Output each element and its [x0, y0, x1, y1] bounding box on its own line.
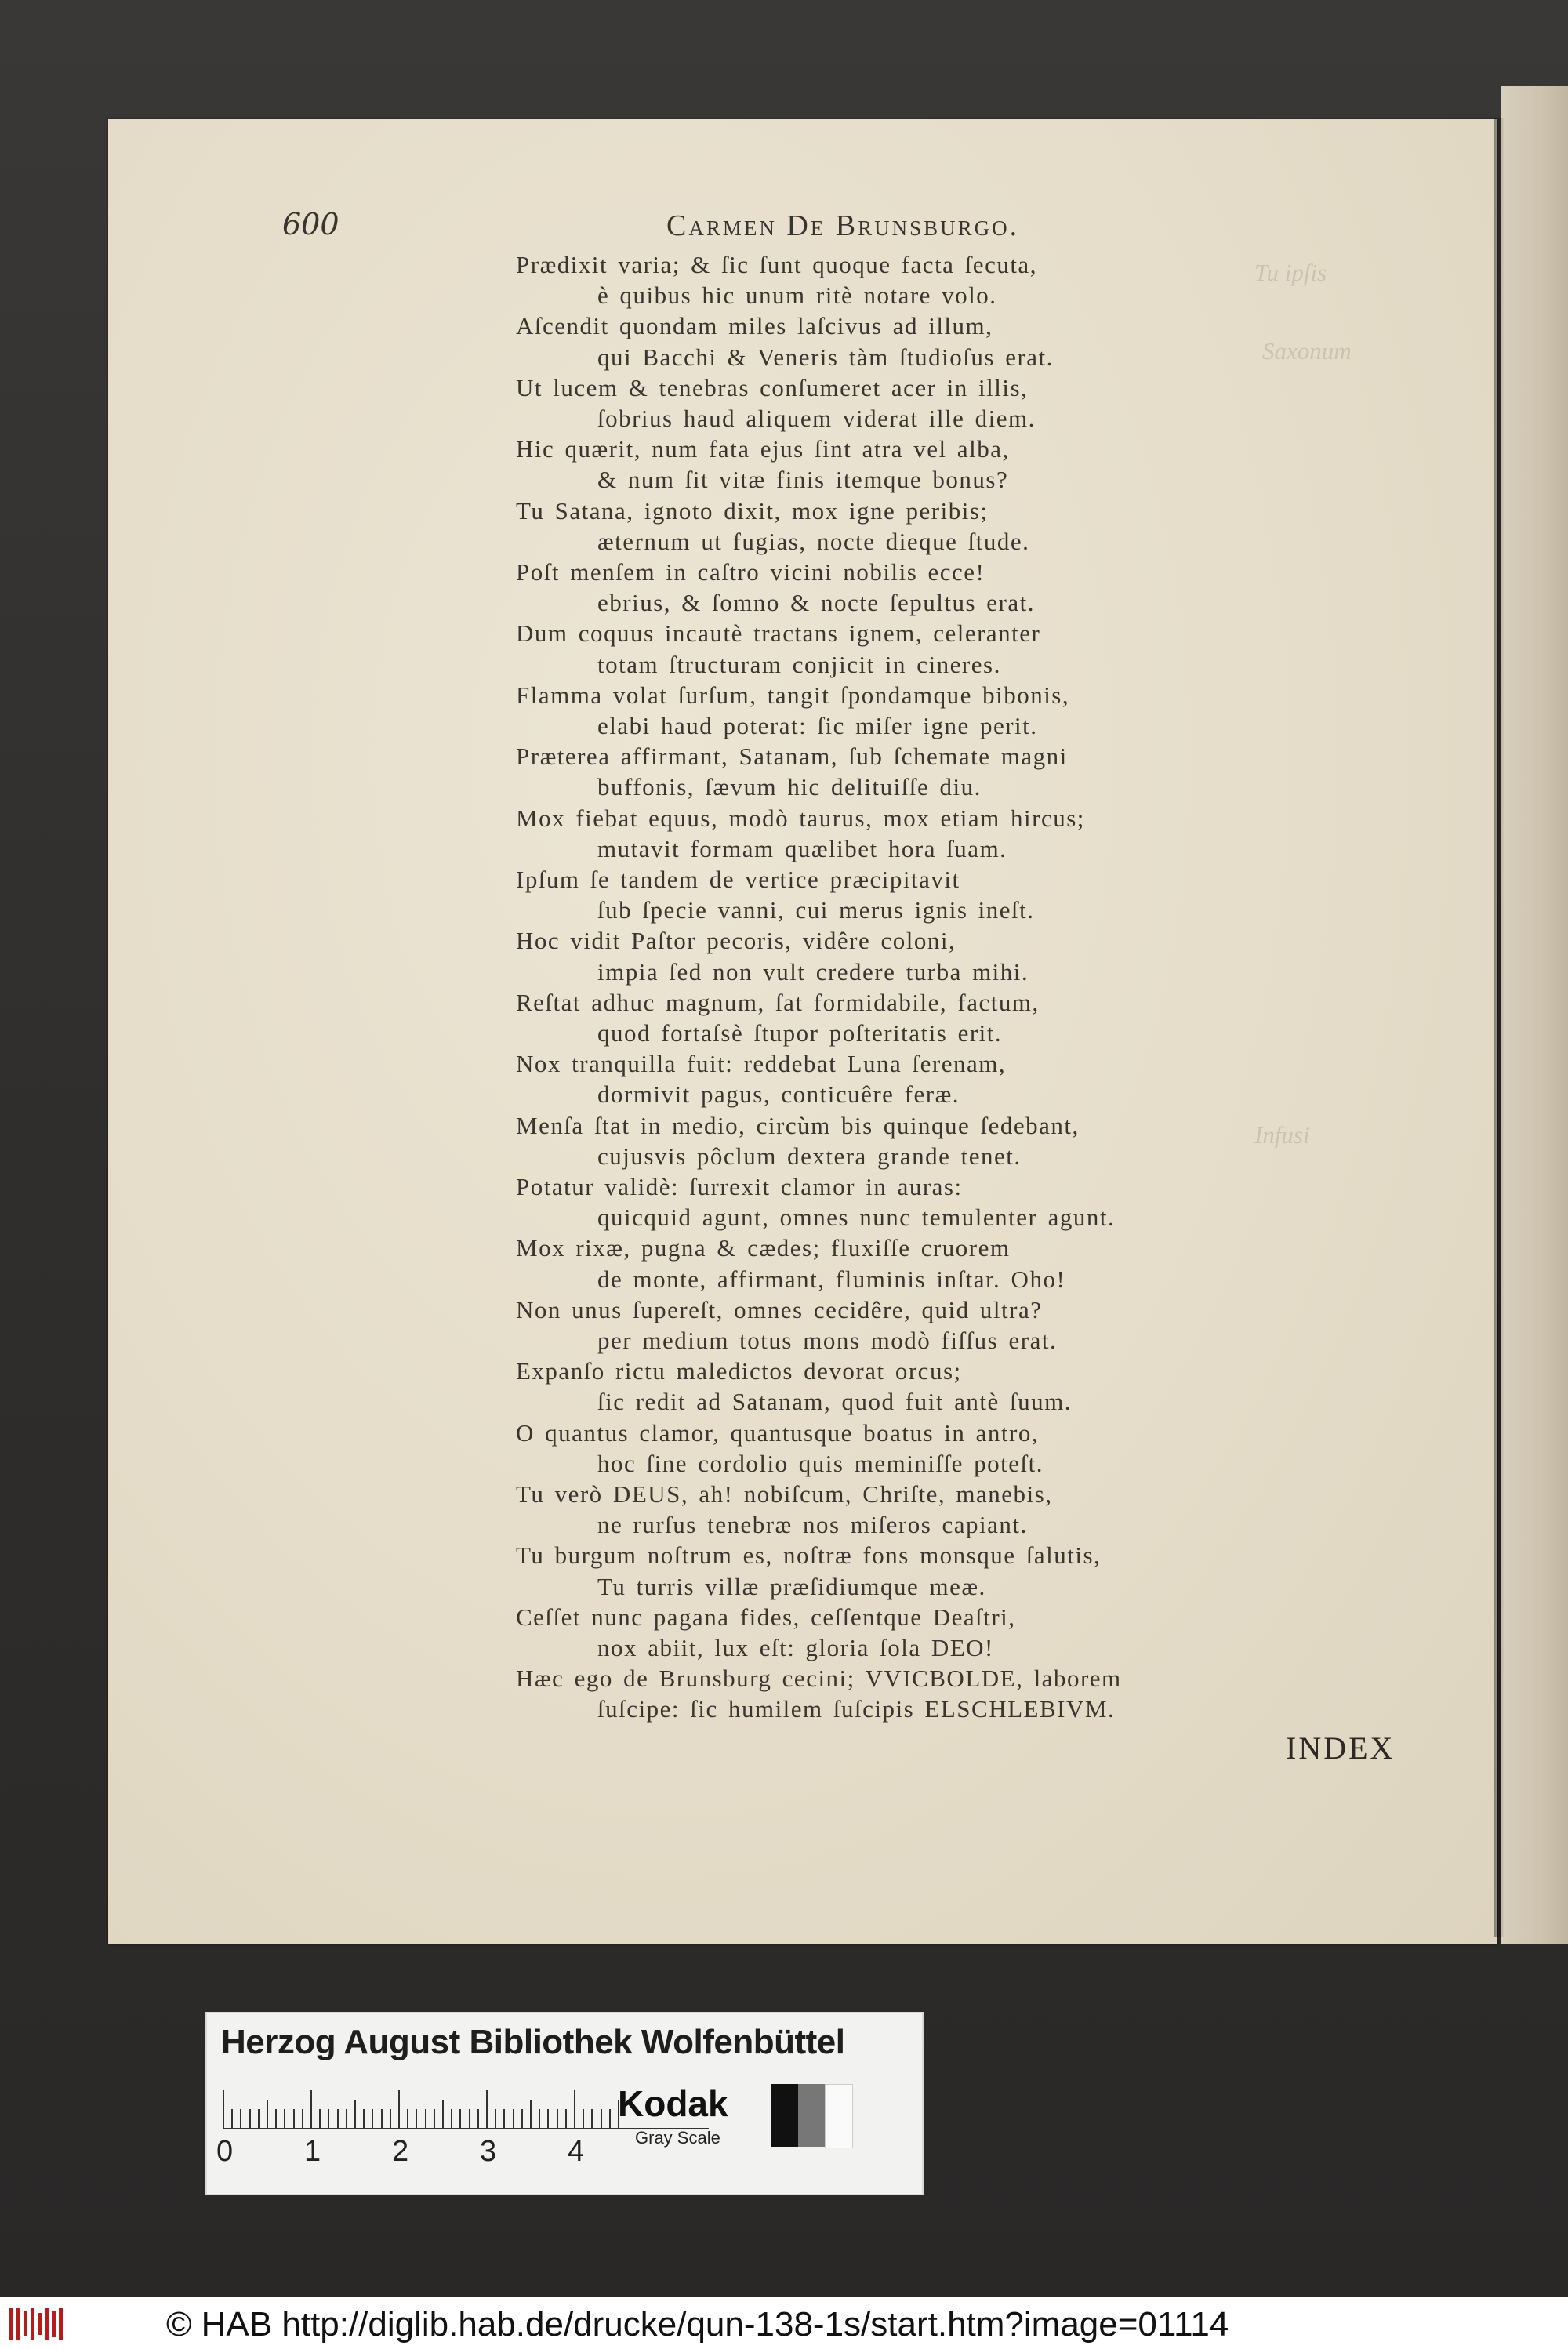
poem-line: Aſcendit quondam miles laſcivus ad illum, — [516, 312, 993, 340]
ruler-tick — [390, 2109, 391, 2128]
ruler-tick — [591, 2109, 593, 2128]
poem-line: & num ſit vitæ finis itemque bonus? — [597, 466, 1009, 494]
ruler-tick — [477, 2109, 479, 2128]
swatch-black — [771, 2084, 798, 2147]
poem-line: impia ſed non vult credere turba mihi. — [597, 957, 1029, 986]
ruler-tick — [407, 2109, 408, 2128]
poem-line: Tu verò DEUS, ah! nobiſcum, Chriſte, manebis, — [516, 1480, 1053, 1508]
poem-line: Hic quærit, num fata ejus ſint atra vel alba, — [516, 435, 1010, 463]
poem-line: totam ſtructuram conjicit in cineres. — [597, 650, 1001, 678]
ruler-tick — [240, 2109, 241, 2128]
poem-line: ſuſcipe: ſic humilem ſuſcipis ELSCHLEBIVM. — [597, 1695, 1116, 1723]
ruler-tick — [565, 2109, 567, 2128]
poem-line: dormivit pagus, conticuêre feræ. — [597, 1080, 960, 1109]
poem-line: Reſtat adhuc magnum, ſat formidabile, factum, — [516, 988, 1040, 1016]
poem-line: Nox tranquilla fuit: reddebat Luna ſerenam, — [516, 1050, 1007, 1078]
ruler-tick — [249, 2109, 251, 2128]
ruler-tick — [521, 2109, 523, 2128]
show-through-text: Tu ipſis — [1254, 259, 1327, 286]
swatch-gray — [798, 2084, 825, 2147]
poem-line: Prædixit varia; & ſic ſunt quoque facta ſecuta, — [516, 251, 1037, 278]
show-through-text: Saxonum — [1262, 337, 1352, 365]
ruler-tick — [530, 2100, 532, 2128]
poem-line: ſic redit ad Satanam, quod fuit antè ſuum. — [597, 1388, 1072, 1416]
ruler-tick — [381, 2109, 383, 2128]
color-target-card — [205, 2012, 924, 2195]
page-number: 600 — [282, 207, 339, 241]
poem-line: Non unus ſupereſt, omnes cecidêre, quid ultra? — [516, 1295, 1043, 1323]
footer-bar — [0, 2297, 1568, 2349]
poem-line: qui Bacchi & Veneris tàm ſtudioſus erat. — [597, 343, 1054, 371]
ruler-tick — [267, 2100, 268, 2128]
page-header — [282, 207, 1160, 246]
catchword: INDEX — [1286, 1730, 1396, 1766]
gray-scale-label: Gray Scale — [635, 2128, 720, 2148]
ruler-number: 4 — [568, 2135, 585, 2168]
running-title: Carmen De Brunsburgo. — [666, 209, 1020, 242]
ruler-tick — [337, 2109, 339, 2128]
kodak-logo-text: Kodak — [618, 2083, 728, 2124]
ruler-tick — [547, 2109, 549, 2128]
show-through-text: Infusi — [1254, 1121, 1310, 1149]
poem-line: ſub ſpecie vanni, cui merus ignis ineſt. — [597, 896, 1035, 924]
poem-line: Mox rixæ, pugna & cædes; fluxiſſe cruorem — [516, 1234, 1011, 1262]
poem-line: Mox fiebat equus, modò taurus, mox etiam hircus; — [516, 804, 1085, 832]
poem-line: O quantus clamor, quantusque boatus in antro, — [516, 1418, 1040, 1447]
ruler-tick — [223, 2090, 224, 2128]
swatch-white — [825, 2084, 853, 2148]
poem-line: Ceſſet nunc pagana fides, ceſſentque Deaſtri, — [516, 1603, 1016, 1631]
ruler-tick — [486, 2090, 488, 2128]
poem-line: quod fortaſsè ſtupor poſteritatis erit. — [597, 1019, 1003, 1047]
poem-line: Expanſo rictu maledictos devorat orcus; — [516, 1357, 962, 1385]
ruler-tick — [425, 2109, 426, 2128]
ruler-tick — [601, 2109, 602, 2128]
poem-line: Poſt menſem in caſtro vicini nobilis ecce! — [516, 558, 985, 586]
poem-line: Præterea affirmant, Satanam, ſub ſchemate magni — [516, 742, 1068, 771]
ruler-tick — [459, 2109, 461, 2128]
ruler-tick — [503, 2109, 505, 2128]
poem-line: quicquid agunt, omnes nunc temulenter agunt. — [597, 1204, 1116, 1232]
poem-line: Ut lucem & tenebras conſumeret acer in illis, — [516, 373, 1029, 401]
ruler-number: 2 — [392, 2135, 409, 2168]
poem-line: nox abiit, lux eſt: gloria ſola DEO! — [597, 1634, 994, 1661]
poem-line: æternum ut fugias, nocte dieque ſtude. — [597, 527, 1030, 555]
poem-line: cujusvis pôclum dextera grande tenet. — [597, 1142, 1022, 1170]
poem-line: hoc ſine cordolio quis meminiſſe poteſt. — [597, 1449, 1044, 1477]
library-name: Herzog August Bibliothek Wolfenbüttel — [221, 2023, 845, 2061]
poem-line: Ipſum ſe tandem de vertice præcipitavit — [516, 866, 960, 893]
ruler-tick — [284, 2109, 285, 2128]
ruler-tick — [346, 2109, 347, 2128]
ruler-tick — [354, 2100, 356, 2128]
poem-line: ebrius, & ſomno & nocte ſepultus erat. — [597, 589, 1035, 617]
ruler-tick — [442, 2100, 444, 2128]
poem-line: Hoc vidit Paſtor pecoris, vidêre coloni, — [516, 927, 956, 955]
poem-line: buffonis, ſævum hic delituiſſe diu. — [597, 773, 982, 801]
ruler-tick — [328, 2109, 329, 2128]
ruler-tick — [574, 2090, 575, 2128]
poem-line: Dum coquus incautè tractans ignem, celeranter — [516, 619, 1041, 648]
ruler-tick — [363, 2109, 365, 2128]
ruler-tick — [319, 2109, 321, 2128]
poem-line: Menſa ſtat in medio, circùm bis quinque ſedebant, — [516, 1111, 1080, 1139]
ruler-tick — [275, 2109, 277, 2128]
ruler-tick — [583, 2109, 584, 2128]
ruler-tick — [302, 2109, 303, 2128]
poem-line: ne rurſus tenebræ nos miſeros capiant. — [597, 1511, 1028, 1539]
copyright-url[interactable]: © HAB http://diglib.hab.de/drucke/qun-138-1s/start.htm?image=01114 — [166, 2305, 1229, 2344]
ruler-tick — [451, 2109, 452, 2128]
hab-logo-icon — [9, 2308, 64, 2340]
poem-line: Tu turris villæ præſidiumque meæ. — [597, 1572, 986, 1600]
ruler-tick — [398, 2090, 400, 2128]
poem-line: elabi haud poterat: ſic miſer igne perit. — [597, 712, 1038, 739]
ruler-number: 1 — [304, 2135, 321, 2168]
poem-line: è quibus hic unum ritè notare volo. — [597, 281, 997, 310]
poem-line: Tu burgum noſtrum es, noſtræ fons monsque ſalutis, — [516, 1541, 1102, 1570]
ruler-tick — [513, 2109, 514, 2128]
poem-line: Potatur validè: ſurrexit clamor in auras: — [516, 1173, 963, 1200]
ruler-tick — [495, 2109, 496, 2128]
facing-page-edge — [1501, 86, 1568, 1944]
ruler-tick — [557, 2109, 558, 2128]
ruler-number: 0 — [216, 2135, 234, 2168]
ruler-tick — [416, 2109, 417, 2128]
ruler-tick — [258, 2109, 260, 2128]
ruler-tick — [372, 2109, 373, 2128]
ruler-tick — [293, 2109, 295, 2128]
ruler-tick — [231, 2109, 233, 2128]
poem-line: Tu Satana, ignoto dixit, mox igne peribis; — [516, 496, 989, 525]
ruler-number: 3 — [480, 2135, 497, 2168]
poem-line: ſobrius haud aliquem viderat ille diem. — [597, 405, 1036, 432]
ruler-tick — [609, 2109, 611, 2128]
ruler-tick — [310, 2090, 312, 2128]
poem-line: per medium totus mons modò fiſſus erat. — [597, 1327, 1058, 1354]
poem-line: mutavit formam quælibet hora ſuam. — [597, 834, 1007, 862]
poem-line: Hæc ego de Brunsburg cecini; VVICBOLDE, laborem — [516, 1665, 1122, 1693]
ruler-tick — [469, 2109, 470, 2128]
poem-line: Flamma volat ſurſum, tangit ſpondamque bibonis, — [516, 681, 1070, 709]
poem-line: de monte, affirmant, fluminis inſtar. Oho! — [597, 1265, 1066, 1293]
ruler-tick — [434, 2109, 435, 2128]
gutter-shadow — [1494, 118, 1504, 1937]
ruler-tick — [539, 2109, 540, 2128]
